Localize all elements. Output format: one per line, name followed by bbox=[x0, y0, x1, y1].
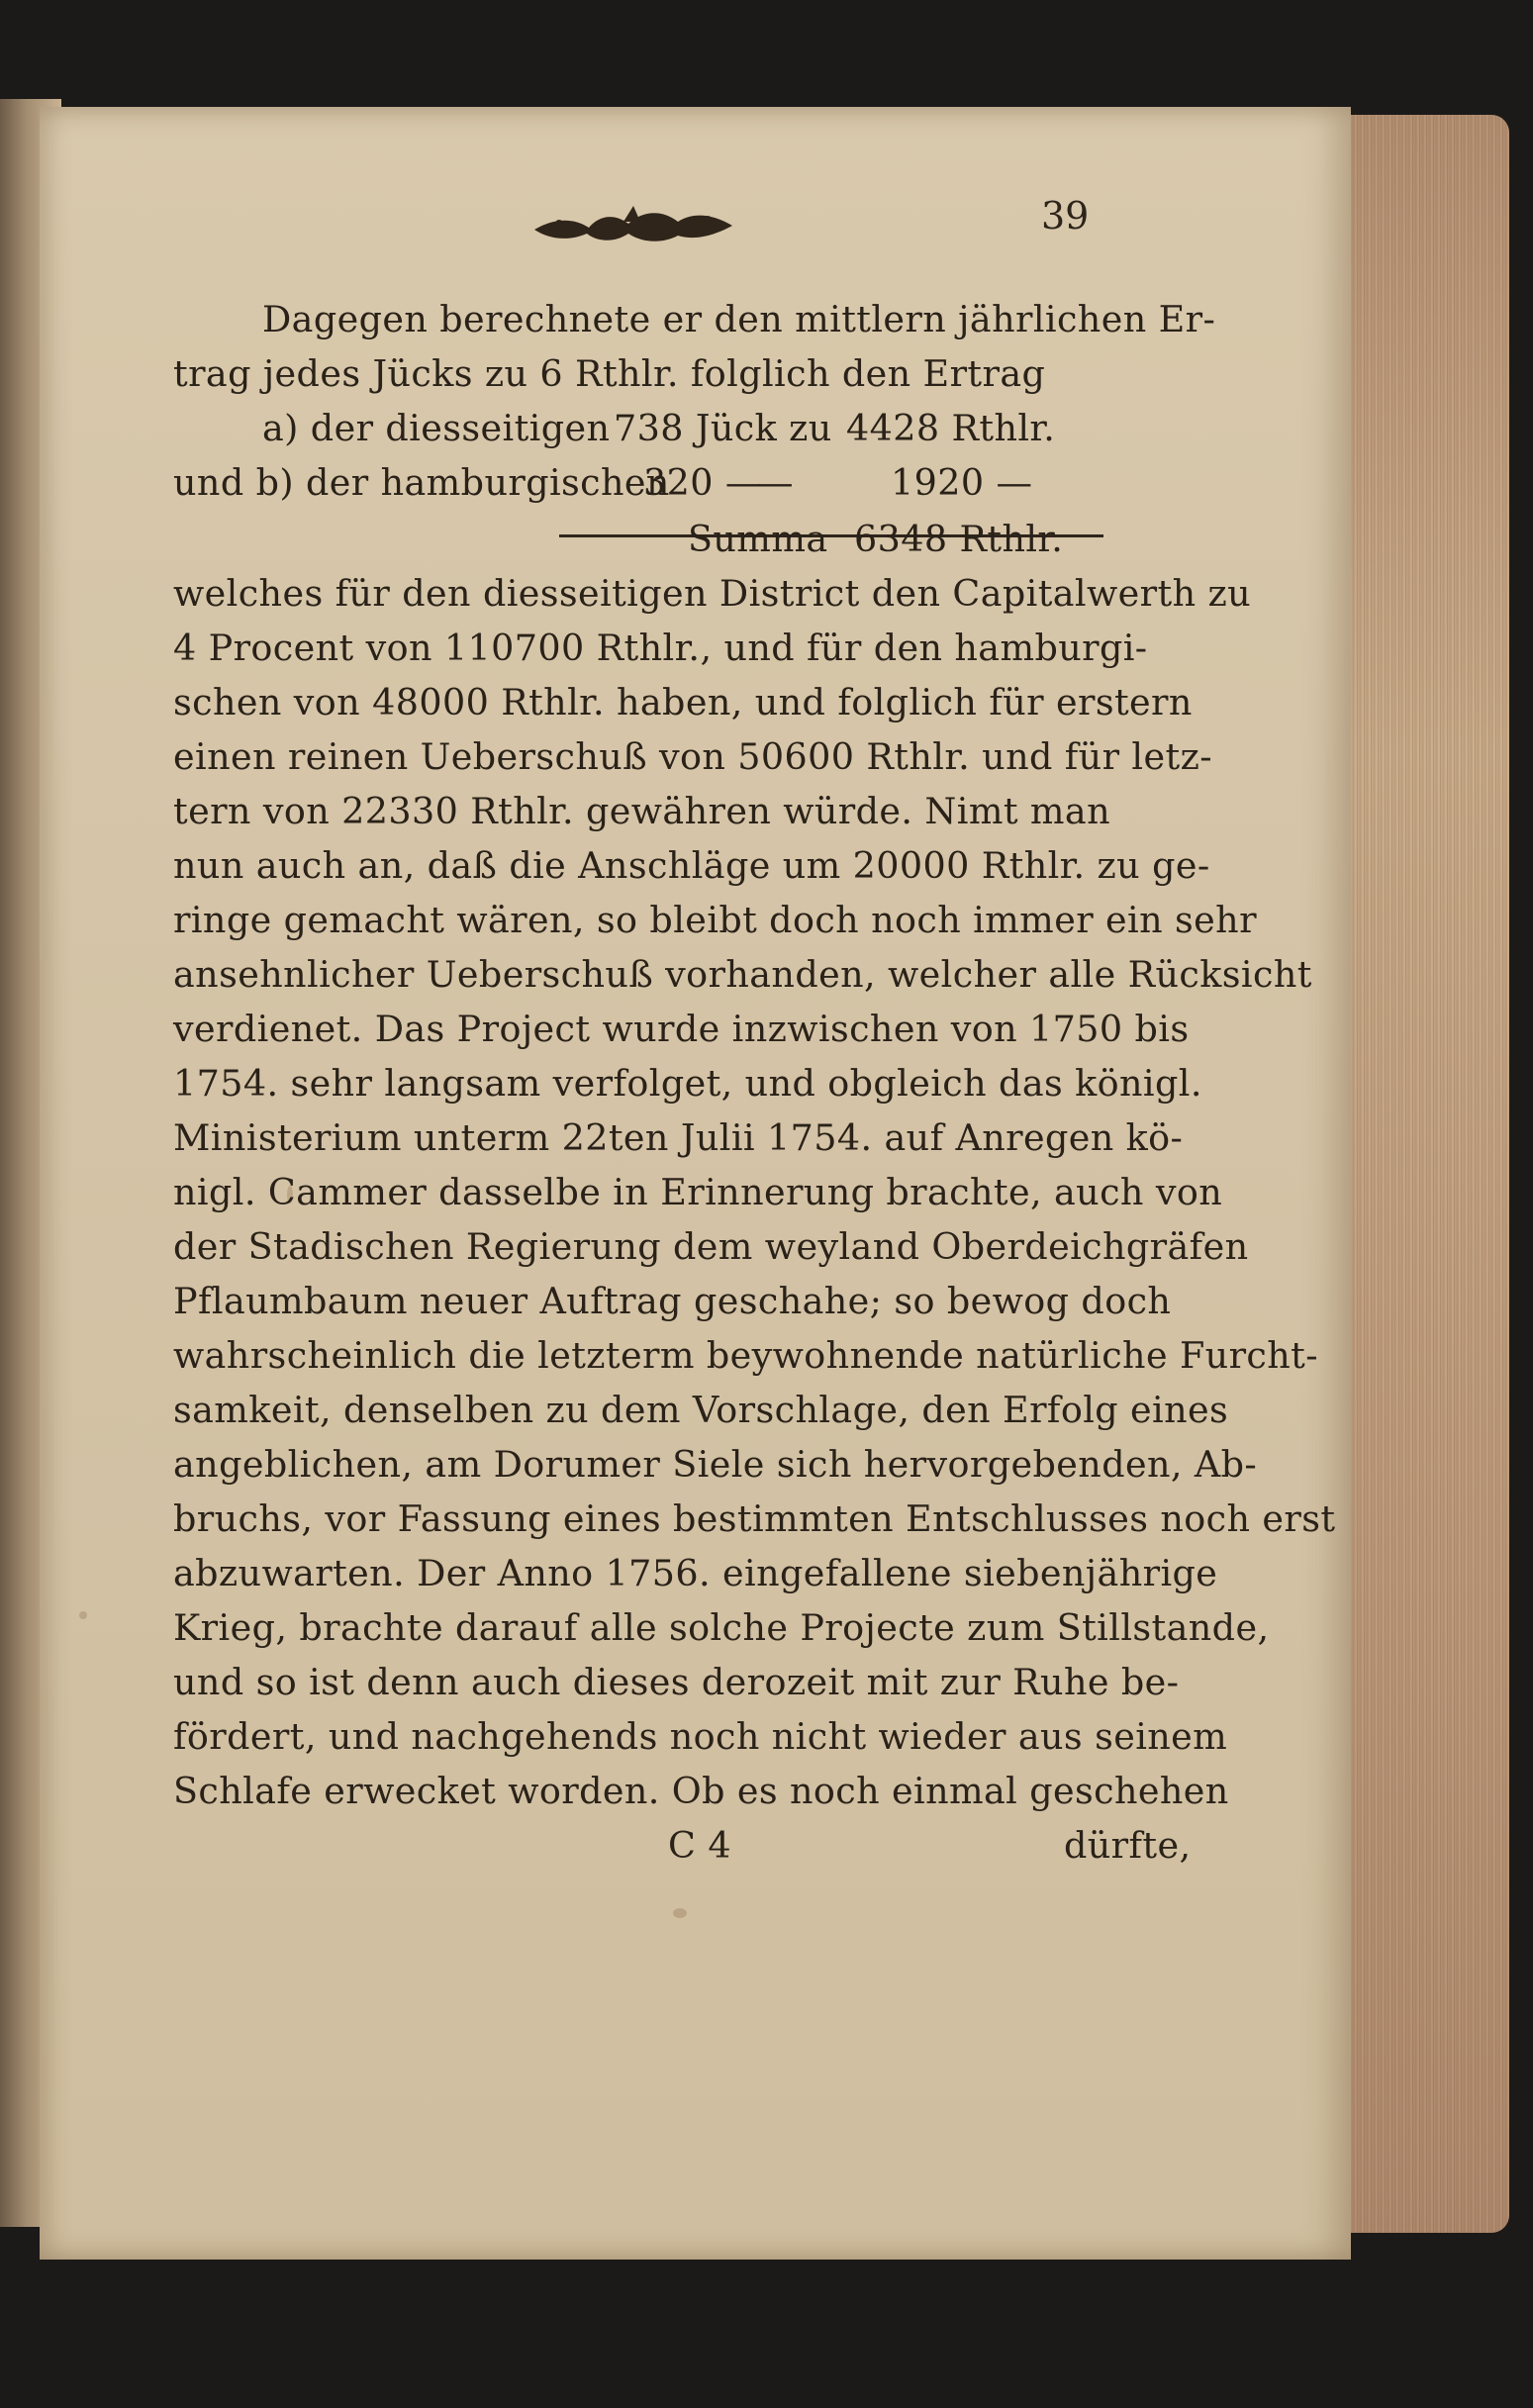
text-line: nun auch an, daß die Anschläge um 20000 Rthlr. zu ge- bbox=[173, 844, 1210, 887]
summa-value: 6348 Rthlr. bbox=[854, 518, 1064, 560]
text-line: tern von 22330 Rthlr. gewähren würde. Nimt man bbox=[173, 790, 1110, 832]
text-line: samkeit, denselben zu dem Vorschlage, den Erfolg eines bbox=[173, 1389, 1229, 1431]
row-b-amount: 1920 — bbox=[891, 461, 1033, 504]
decorative-fleuron-icon bbox=[529, 198, 737, 257]
row-a-label: a) der diesseitigen bbox=[262, 407, 611, 449]
row-b-quantity: 320 — bbox=[643, 461, 762, 504]
catchword: dürfte, bbox=[1064, 1824, 1192, 1867]
text-line: und so ist denn auch dieses derozeit mit zur Ruhe be- bbox=[173, 1661, 1180, 1703]
text-line: abzuwarten. Der Anno 1756. eingefallene siebenjährige bbox=[173, 1552, 1218, 1594]
text-line: schen von 48000 Rthlr. haben, und folglich für erstern bbox=[173, 681, 1193, 723]
summa-row bbox=[173, 512, 1163, 566]
text-line: Ministerium unterm 22ten Julii 1754. auf Anregen kö- bbox=[173, 1116, 1184, 1159]
page-number: 39 bbox=[1041, 194, 1090, 238]
text-line: Schlafe erwecket worden. Ob es noch einmal geschehen bbox=[173, 1770, 1229, 1812]
signature-mark: C 4 bbox=[668, 1824, 731, 1867]
page-stain bbox=[673, 1908, 687, 1918]
text-line: welches für den diesseitigen District den Capitalwerth zu bbox=[173, 572, 1252, 615]
text-line: Pflaumbaum neuer Auftrag geschahe; so bewog doch bbox=[173, 1280, 1172, 1322]
row-a-quantity: 738 Jück zu bbox=[614, 407, 832, 449]
text-line: ringe gemacht wären, so bleibt doch noch immer ein sehr bbox=[173, 899, 1257, 941]
summa-label: Summa bbox=[688, 518, 828, 560]
calculation-row-b bbox=[173, 455, 1163, 510]
text-line: Krieg, brachte darauf alle solche Projecte zum Stillstande, bbox=[173, 1606, 1270, 1649]
text-line: einen reinen Ueberschuß von 50600 Rthlr. und für letz- bbox=[173, 735, 1212, 778]
text-line: 1754. sehr langsam verfolget, und obgleich das königl. bbox=[173, 1062, 1202, 1105]
calculation-row-a bbox=[173, 401, 1163, 455]
row-a-amount: 4428 Rthlr. bbox=[846, 407, 1056, 449]
text-line: fördert, und nachgehends noch nicht wieder aus seinem bbox=[173, 1715, 1228, 1758]
text-line: trag jedes Jücks zu 6 Rthlr. folglich den Ertrag bbox=[173, 352, 1046, 395]
text-line: angeblichen, am Dorumer Siele sich hervorgebenden, Ab- bbox=[173, 1443, 1258, 1486]
row-b-label: und b) der hamburgischen bbox=[173, 461, 670, 504]
text-line: bruchs, vor Fassung eines bestimmten Entschlusses noch erst bbox=[173, 1497, 1336, 1540]
text-line: wahrscheinlich die letzterm beywohnende natürliche Furcht- bbox=[173, 1334, 1318, 1377]
text-line: der Stadischen Regierung dem weyland Oberdeichgräfen bbox=[173, 1225, 1249, 1268]
text-line: ansehnlicher Ueberschuß vorhanden, welcher alle Rücksicht bbox=[173, 953, 1312, 996]
page-text bbox=[173, 292, 1336, 1873]
text-line: 4 Procent von 110700 Rthlr., und für den hamburgi- bbox=[173, 626, 1148, 669]
page-stain bbox=[79, 1611, 87, 1619]
row-b-dash: — bbox=[757, 461, 794, 504]
text-line: nigl. Cammer dasselbe in Erinnerung brachte, auch von bbox=[173, 1171, 1223, 1213]
text-line: verdienet. Das Project wurde inzwischen von 1750 bis bbox=[173, 1008, 1190, 1050]
text-line: Dagegen berechnete er den mittlern jährlichen Er- bbox=[262, 298, 1216, 340]
page-footer bbox=[173, 1818, 1192, 1873]
page-stack-shade bbox=[1351, 115, 1509, 2233]
